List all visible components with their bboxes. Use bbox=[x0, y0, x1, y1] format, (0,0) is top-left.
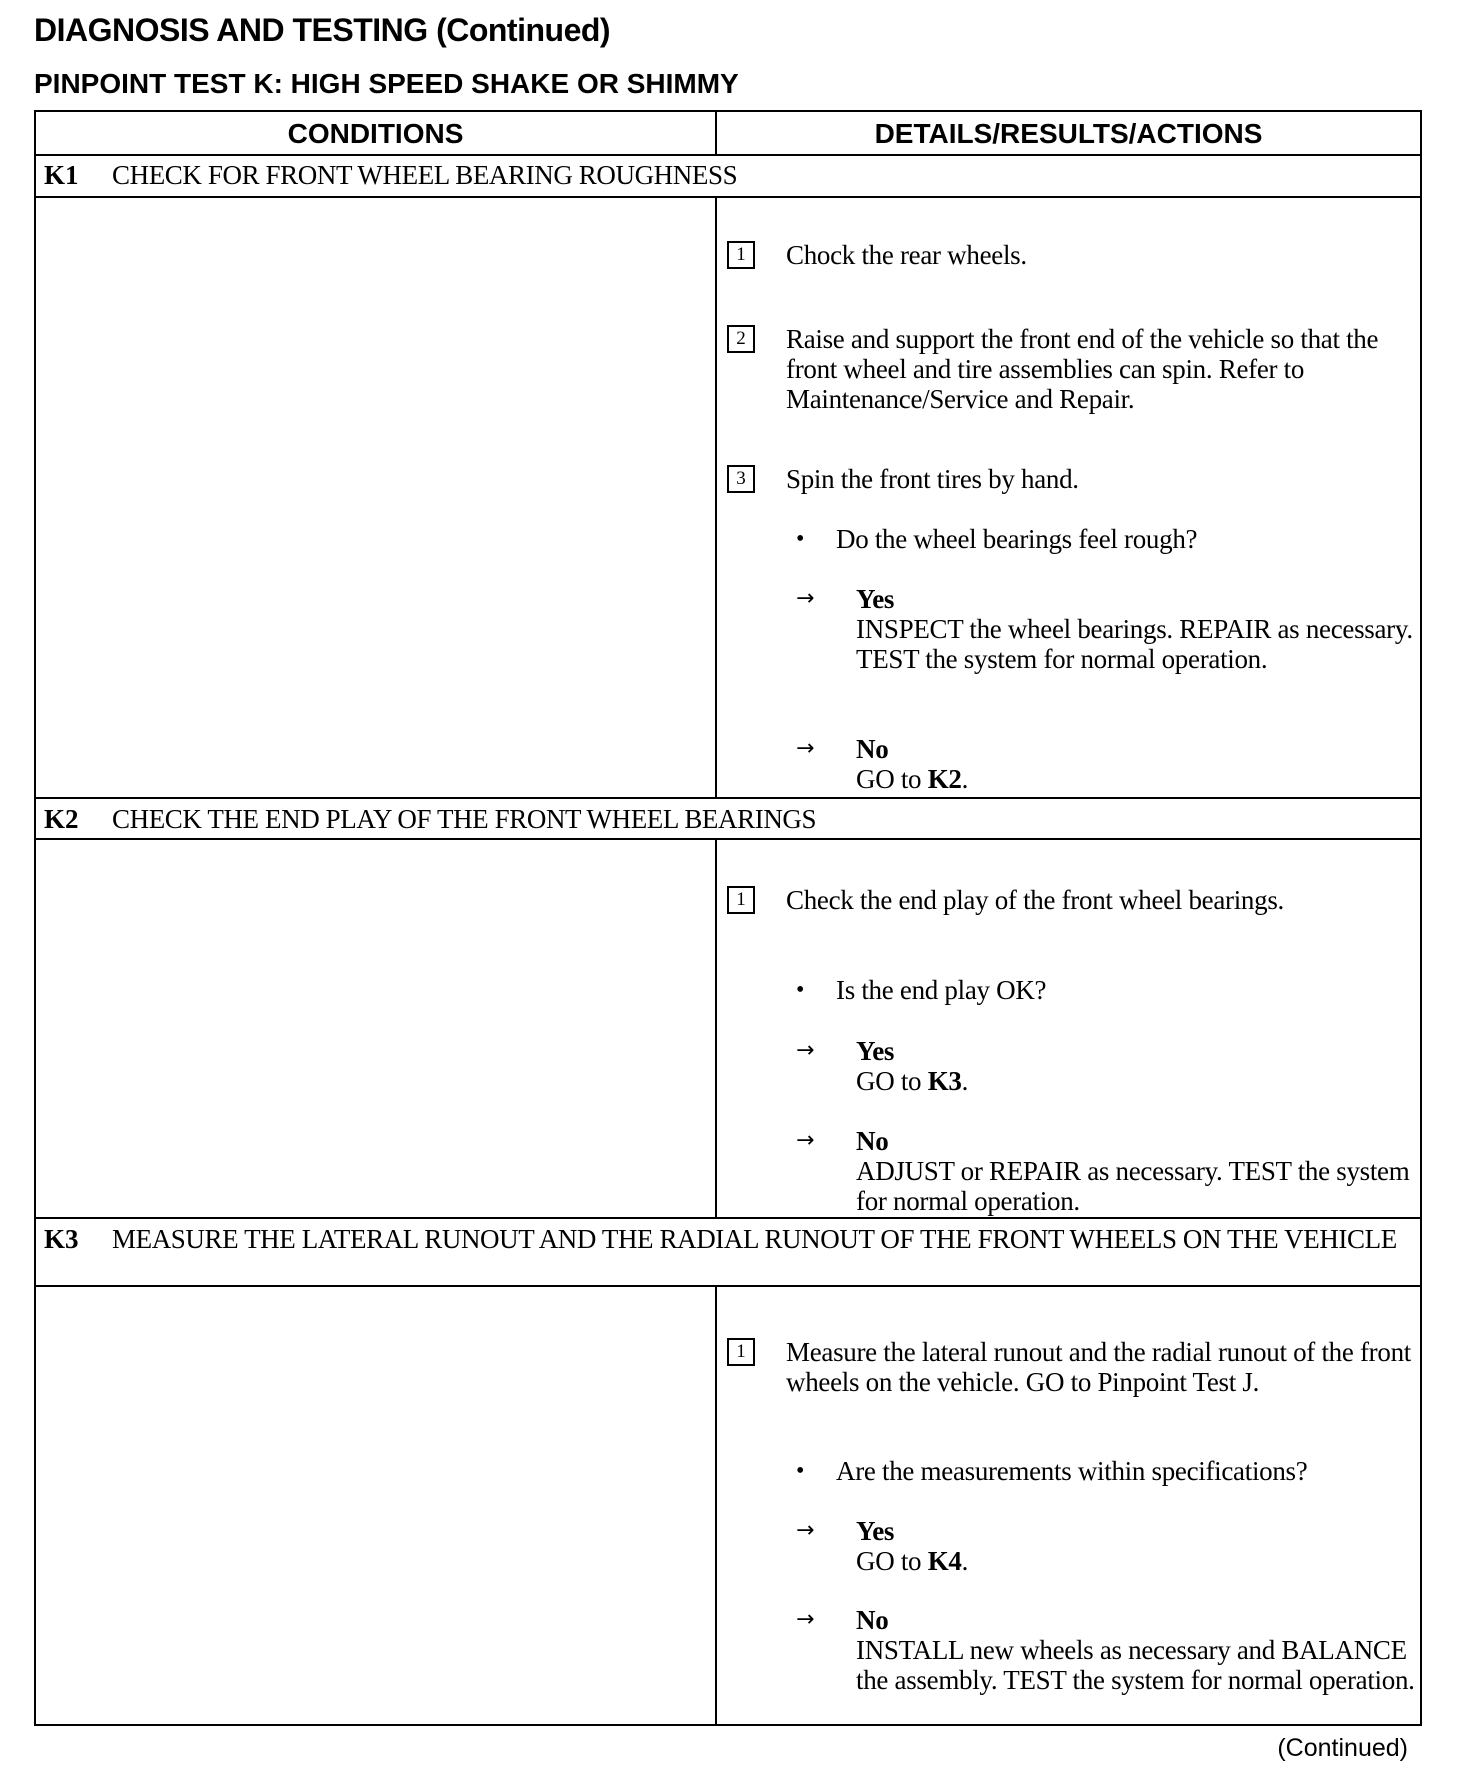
goto-step-link[interactable]: K2 bbox=[927, 764, 962, 794]
step-text: Raise and support the front end of the vehicle so that the front wheel and tire assemblies can spin. Refer to Maintenance/Service and Repair. bbox=[786, 324, 1379, 414]
answer-text-prefix: GO to bbox=[856, 764, 928, 794]
step-text: Chock the rear wheels. bbox=[786, 240, 1027, 270]
section-title: CHECK FOR FRONT WHEEL BEARING ROUGHNESS bbox=[112, 160, 738, 190]
goto-step-link[interactable]: K4 bbox=[927, 1546, 962, 1576]
arrow-right-icon: → bbox=[796, 1128, 815, 1153]
header-divider bbox=[715, 110, 717, 154]
page-heading: DIAGNOSIS AND TESTING (Continued) bbox=[34, 12, 611, 48]
answer-text bbox=[856, 1546, 1416, 1576]
arrow-right-icon: → bbox=[796, 736, 815, 761]
answer-label: Yes bbox=[856, 1516, 895, 1546]
row-rule bbox=[34, 196, 1422, 198]
answer-text bbox=[856, 764, 1416, 794]
answer-text-prefix: GO to bbox=[856, 1546, 928, 1576]
step-text: Check the end play of the front wheel bearings. bbox=[786, 885, 1284, 915]
arrow-right-icon: → bbox=[796, 1607, 815, 1632]
bullet-icon: • bbox=[796, 1458, 805, 1484]
answer-label: Yes bbox=[856, 1036, 895, 1066]
column-divider bbox=[715, 838, 717, 1217]
step-number-box: 3 bbox=[727, 465, 755, 493]
answer-label: No bbox=[856, 1605, 889, 1635]
row-rule bbox=[34, 1217, 1422, 1219]
answer-label: Yes bbox=[856, 584, 895, 614]
section-id: K1 bbox=[44, 160, 79, 190]
row-rule bbox=[34, 797, 1422, 799]
question-text: Are the measurements within specifications? bbox=[836, 1456, 1308, 1486]
arrow-right-icon: → bbox=[796, 1518, 815, 1543]
goto-step-link[interactable]: K3 bbox=[927, 1066, 962, 1096]
section-id: K2 bbox=[44, 804, 79, 834]
answer-text-suffix: . bbox=[961, 1546, 969, 1576]
answer-text: ADJUST or REPAIR as necessary. TEST the system for normal operation. bbox=[856, 1156, 1410, 1216]
row-rule bbox=[34, 1285, 1422, 1287]
details-header: DETAILS/RESULTS/ACTIONS bbox=[874, 118, 1263, 149]
bullet-icon: • bbox=[796, 977, 805, 1003]
answer-text-prefix: GO to bbox=[856, 1066, 928, 1096]
step-number-box: 1 bbox=[727, 1338, 755, 1366]
step-text: Measure the lateral runout and the radial runout of the front wheels on the vehicle. GO to Pinpoint Test J. bbox=[786, 1337, 1411, 1397]
row-rule bbox=[34, 838, 1422, 840]
answer-text: INSTALL new wheels as necessary and BALANCE the assembly. TEST the system for normal operation. bbox=[856, 1635, 1415, 1695]
question-text: Do the wheel bearings feel rough? bbox=[836, 524, 1198, 554]
continued-footer: (Continued) bbox=[1277, 1734, 1408, 1762]
conditions-header: CONDITIONS bbox=[287, 118, 464, 149]
answer-label: No bbox=[856, 734, 889, 764]
question-text: Is the end play OK? bbox=[836, 975, 1047, 1005]
column-divider bbox=[715, 1285, 717, 1726]
pinpoint-test-title: PINPOINT TEST K: HIGH SPEED SHAKE OR SHIMMY bbox=[34, 68, 739, 99]
answer-text: INSPECT the wheel bearings. REPAIR as necessary. TEST the system for normal operation. bbox=[856, 614, 1413, 674]
arrow-right-icon: → bbox=[796, 1038, 815, 1063]
answer-text-suffix: . bbox=[961, 1066, 969, 1096]
section-title: MEASURE THE LATERAL RUNOUT AND THE RADIAL RUNOUT OF THE FRONT WHEELS ON THE VEHICLE bbox=[112, 1224, 1397, 1254]
answer-text bbox=[856, 1066, 1416, 1096]
column-divider bbox=[715, 196, 717, 797]
row-rule bbox=[34, 154, 1422, 156]
step-number-box: 2 bbox=[727, 325, 755, 353]
section-id: K3 bbox=[44, 1224, 79, 1254]
bullet-icon: • bbox=[796, 526, 805, 552]
section-title: CHECK THE END PLAY OF THE FRONT WHEEL BEARINGS bbox=[112, 804, 817, 834]
step-text: Spin the front tires by hand. bbox=[786, 464, 1079, 494]
step-number-box: 1 bbox=[727, 241, 755, 269]
arrow-right-icon: → bbox=[796, 586, 815, 611]
answer-text-suffix: . bbox=[961, 764, 969, 794]
step-number-box: 1 bbox=[727, 886, 755, 914]
answer-label: No bbox=[856, 1126, 889, 1156]
